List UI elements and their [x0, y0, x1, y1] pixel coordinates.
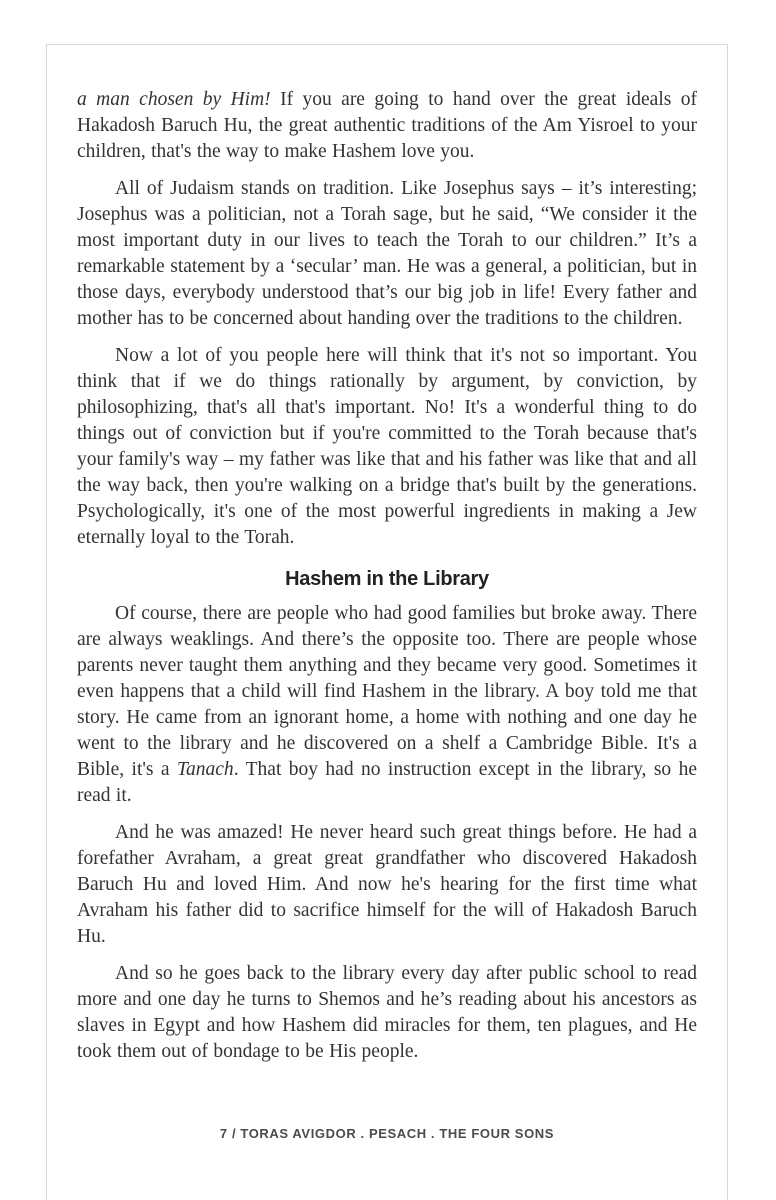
- paragraph-italic-term: Tanach: [176, 759, 234, 780]
- paragraph-lead-italic: a man chosen by Him!: [77, 89, 271, 110]
- paragraph: [77, 87, 697, 165]
- page-frame: [46, 44, 728, 1200]
- paragraph: [77, 820, 697, 950]
- page-footer: [46, 1126, 728, 1142]
- paragraph: [77, 961, 697, 1065]
- paragraph-text: All of Judaism stands on tradition. Like Josephus says – it’s interesting; Josephus was a politician, not a Torah sage, but he said, “We consider it the most important duty in our lives to teach the Torah to our children.” It’s a remarkable statement by a ‘secular’ man. He was a general, a politician, but in those days, everybody understood that’s our big job in life! Every father and mother has to be concerned about handing over the traditions to the children.: [77, 178, 697, 329]
- paragraph-text: And so he goes back to the library every day after public school to read more and one day he turns to Shemos and he’s reading about his ancestors as slaves in Egypt and how Hashem did miracles for them, ten plagues, and He took them out of bondage to be His people.: [77, 963, 697, 1062]
- paragraph: [77, 176, 697, 332]
- paragraph-text: . That boy had no instruction except in the library, so he read it.: [77, 759, 698, 806]
- paragraph: [77, 343, 697, 551]
- paragraph-text: If you are going to hand over the great ideals of Hakadosh Baruch Hu, the great authentic traditions of the Am Yisroel to your children, that's the way to make Hashem love you.: [77, 89, 697, 162]
- paragraph-text: Now a lot of you people here will think that it's not so important. You think that if we do things rationally by argument, by conviction, by philosophizing, that's all that's important. No! It's a wonderful thing to do things out of conviction but if you're committed to the Torah because that's your family's way – my father was like that and his father was like that and all the way back, then you're walking on a bridge that's built by the generations. Psychologically, it's one of the most powerful ingredients in making a Jew eternally loyal to the Torah.: [77, 345, 697, 548]
- page-content: [47, 45, 727, 1065]
- footer-separator: /: [227, 1126, 241, 1141]
- footer-page-number: 7: [219, 1126, 228, 1141]
- paragraph-text: Of course, there are people who had good families but broke away. There are always weaklings. And there’s the opposite too. There are people whose parents never taught them anything and they became very good. Sometimes it even happens that a child will find Hashem in the library. A boy told me that story. He came from an ignorant home, a home with nothing and one day he went to the library and he discovered on a shelf a Cambridge Bible. It's a Bible, it's a: [77, 603, 697, 780]
- section-heading: Hashem in the Library: [285, 568, 489, 590]
- footer-publication: TORAS AVIGDOR . PESACH . THE FOUR SONS: [240, 1126, 555, 1141]
- paragraph: [77, 601, 697, 809]
- paragraph-text: And he was amazed! He never heard such great things before. He had a forefather Avraham, a great great grandfather who discovered Hakadosh Baruch Hu and loved Him. And now he's hearing for the first time what Avraham his father did to sacrifice himself for the will of Hakadosh Baruch Hu.: [77, 822, 697, 947]
